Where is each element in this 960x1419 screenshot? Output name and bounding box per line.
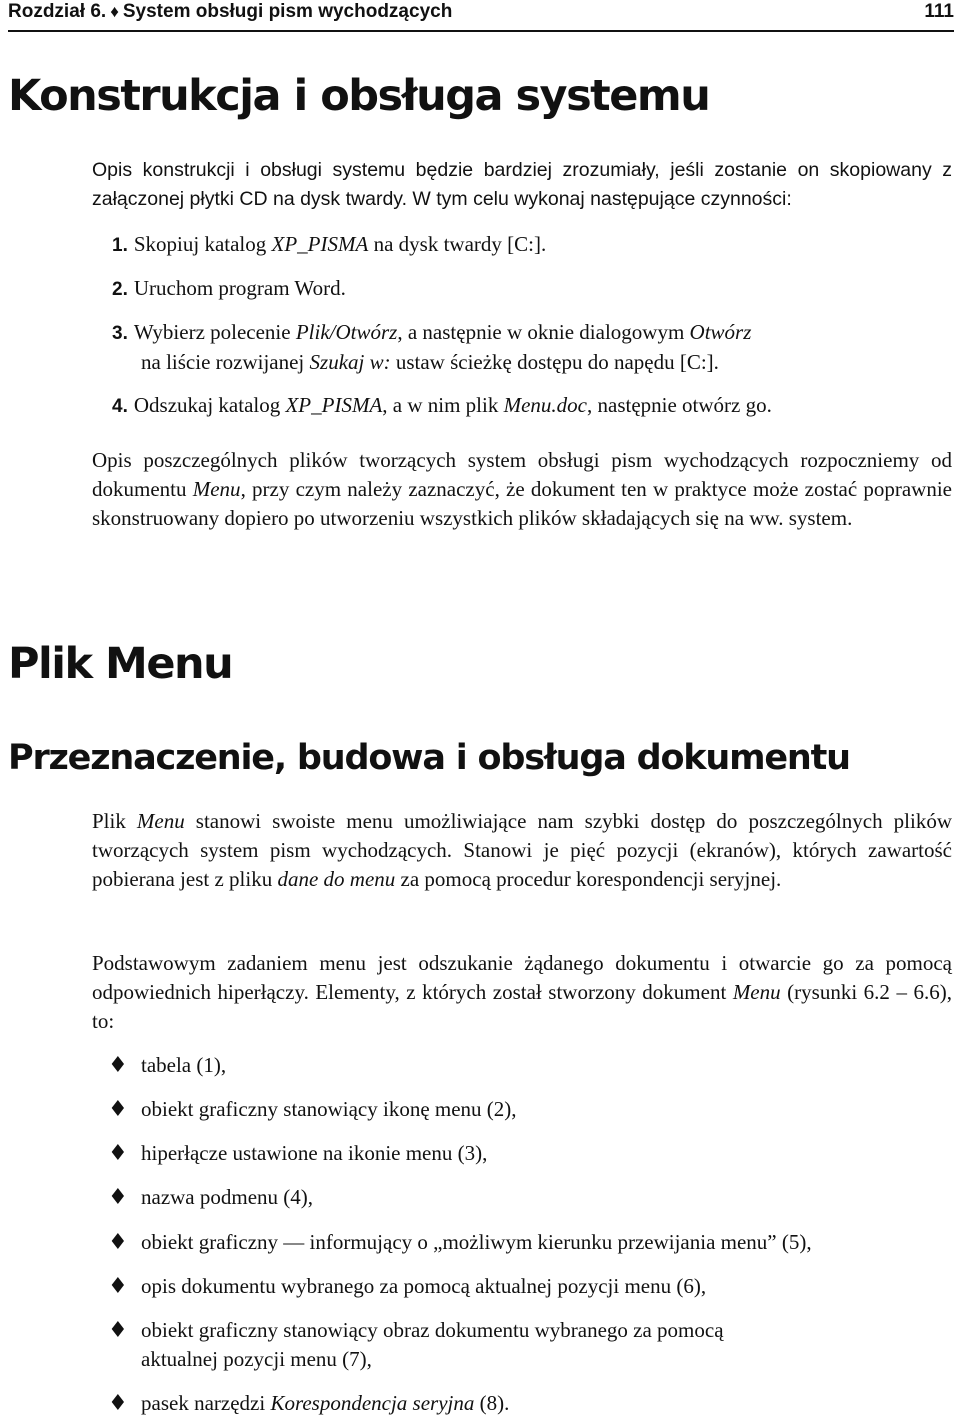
step-text: Odszukaj katalog — [133, 393, 286, 417]
list-item — [108, 1389, 948, 1418]
purpose-paragraph — [92, 807, 952, 894]
section-heading-menu-file: Plik Menu — [8, 639, 233, 689]
list-item-text-part: pasek narzędzi — [141, 1391, 271, 1415]
step-text: na liście rozwijanej — [141, 350, 310, 374]
diamond-bullet-icon: ♦ — [108, 1274, 128, 1299]
diamond-bullet-icon: ♦ — [108, 1141, 128, 1166]
para-text: Plik — [92, 809, 137, 833]
step-text: na dysk twardy [C:]. — [368, 232, 547, 256]
step-text: , następnie otwórz go. — [587, 393, 772, 417]
step-text: , a następnie w oknie dialogowym — [397, 320, 690, 344]
diamond-icon: ♦ — [110, 2, 119, 21]
step-emphasis: Plik/Otwórz — [295, 320, 398, 344]
list-item-text: obiekt graficzny — informujący o „możliwym kierunku przewijania menu” (5), — [141, 1230, 812, 1254]
step-emphasis: Menu.doc — [503, 393, 587, 417]
subsection-heading: Przeznaczenie, budowa i obsługa dokumentu — [8, 738, 850, 778]
para-text: za pomocą procedur korespondencji seryjnej. — [395, 867, 782, 891]
list-item-text-part: (8). — [474, 1391, 510, 1415]
list-item-text-line: obiekt graficzny stanowiący obraz dokumentu wybranego za pomocą — [141, 1318, 724, 1342]
list-item — [108, 1051, 948, 1080]
section-heading-construction: Konstrukcja i obsługa systemu — [8, 71, 710, 121]
menu-description-paragraph — [92, 446, 952, 533]
diamond-bullet-icon: ♦ — [108, 1230, 128, 1255]
list-item — [108, 1183, 948, 1212]
header-left — [8, 0, 452, 24]
step-emphasis: Otwórz — [689, 320, 752, 344]
page-number: 111 — [924, 1, 954, 22]
task-paragraph — [92, 949, 952, 1036]
list-item-text — [108, 1316, 948, 1374]
para-emphasis: dane do menu — [277, 867, 396, 891]
para-text: stanowi swoiste menu umożliwiające nam szybki dostęp do poszczególnych plików tworzących system pism wychodzących. Stanowi je pięć pozycji (ekranów), których zawartość pobierana jest z pliku — [92, 809, 952, 891]
para-text: Podstawowym zadaniem menu jest odszukanie żądanego dokumentu i otwarcie go za pomocą odpowiednich hiperłączy. Elementy, z których został stworzony dokument — [92, 951, 952, 1004]
list-item-emphasis: Korespondencja seryjna — [270, 1391, 475, 1415]
list-item-text — [108, 1389, 948, 1418]
step-number: 4. — [112, 396, 128, 417]
intro-paragraph: Opis konstrukcji i obsługi systemu będzie bardziej zrozumiały, jeśli zostanie on skopiowany z załączonej płytki CD na dysk twardy. W tym celu wykonaj następujące czynności: — [92, 159, 952, 210]
step-number: 3. — [112, 323, 128, 344]
step-emphasis: Szukaj w: — [309, 350, 391, 374]
list-item-text-line: aktualnej pozycji menu (7), — [141, 1347, 372, 1371]
step-text: , a w nim plik — [382, 393, 504, 417]
para-emphasis: Menu — [136, 809, 185, 833]
para-emphasis: Menu — [732, 980, 781, 1004]
diamond-bullet-icon: ♦ — [108, 1097, 128, 1122]
list-item — [108, 1095, 948, 1124]
step-item-3 — [112, 318, 932, 377]
step-text: ustaw ścieżkę dostępu do napędu [C:]. — [390, 350, 719, 374]
diamond-bullet-icon: ♦ — [108, 1318, 128, 1343]
list-item-text: nazwa podmenu (4), — [141, 1185, 314, 1209]
para-emphasis: Menu — [192, 477, 241, 501]
diamond-bullet-icon: ♦ — [108, 1185, 128, 1210]
step-text: Uruchom program Word. — [133, 276, 346, 300]
list-item — [108, 1272, 948, 1301]
para-text: , przy czym należy zaznaczyć, że dokument ten w praktyce może zostać poprawnie skonstruowany dopiero po utworzeniu wszystkich plików składających się na ww. system. — [92, 477, 953, 530]
step-emphasis: XP_PISMA — [285, 393, 383, 417]
step-item-4 — [112, 391, 932, 421]
diamond-bullet-icon: ♦ — [108, 1391, 128, 1416]
list-item — [108, 1228, 948, 1257]
step-number: 2. — [112, 279, 128, 300]
step-continuation — [112, 348, 932, 377]
step-text: Skopiuj katalog — [133, 232, 272, 256]
list-item-text: obiekt graficzny stanowiący ikonę menu (2), — [141, 1097, 517, 1121]
list-item-text: opis dokumentu wybranego za pomocą aktualnej pozycji menu (6), — [141, 1274, 707, 1298]
para-text: (rysunki 6.2 – 6.6), to: — [92, 980, 952, 1033]
step-number: 1. — [112, 235, 128, 256]
running-header — [8, 0, 954, 32]
list-item — [108, 1139, 948, 1168]
step-item-1 — [112, 230, 932, 260]
para-text: Opis poszczególnych plików tworzących system obsługi pism wychodzących rozpoczniemy od dokumentu — [92, 448, 952, 501]
step-text: Wybierz polecenie — [133, 320, 296, 344]
chapter-label: Rozdział 6. — [8, 1, 107, 22]
diamond-bullet-icon: ♦ — [108, 1053, 128, 1078]
list-item-text: tabela (1), — [141, 1053, 227, 1077]
list-item-text: hiperłącze ustawione na ikonie menu (3), — [141, 1141, 488, 1165]
step-item-2 — [112, 274, 932, 304]
chapter-title: System obsługi pism wychodzących — [122, 1, 453, 22]
list-item — [108, 1316, 948, 1374]
step-emphasis: XP_PISMA — [271, 232, 369, 256]
